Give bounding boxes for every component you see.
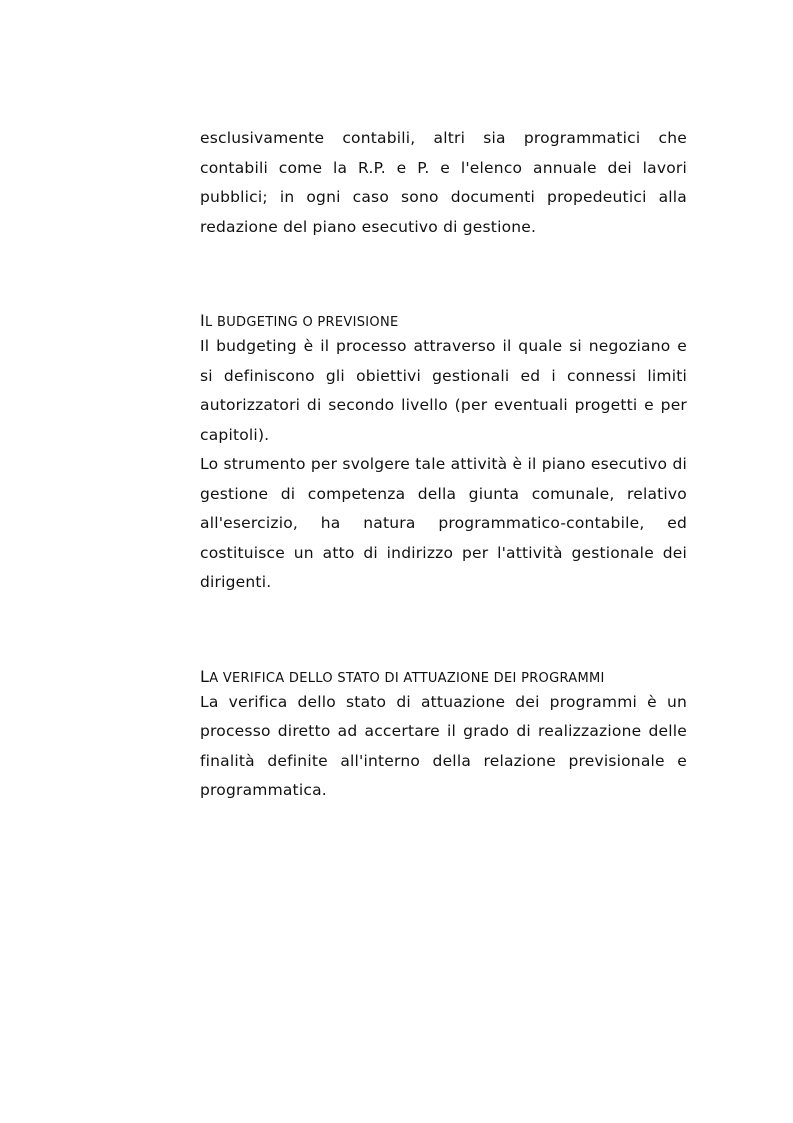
verifica-heading xyxy=(200,668,687,688)
budgeting-heading-rest: L BUDGETING O PREVISIONE xyxy=(205,315,399,330)
intro-paragraph: esclusivamente contabili, altri sia programmatici che contabili come la R.P. e P. e l'elenco annuale dei lavori pubblici; in ogni caso sono documenti propedeutici alla redazione del piano esecutivo di gestione. xyxy=(200,129,687,236)
verifica-heading-rest: A VERIFICA DELLO STATO DI ATTUAZIONE DEI PROGRAMMI xyxy=(209,670,605,686)
budgeting-paragraph-1: Il budgeting è il processo attraverso il quale si negoziano e si definiscono gli obiettivi gestionali ed i connessi limiti autorizzatori di secondo livello (per eventuali progetti e per capitoli). xyxy=(200,337,687,444)
budgeting-heading xyxy=(200,312,687,332)
budgeting-heading-initial: I xyxy=(200,311,206,330)
verifica-heading-initial: L xyxy=(200,666,210,686)
verifica-paragraph: La verifica dello stato di attuazione dei programmi è un processo diretto ad accertare il grado di realizzazione delle finalità definite all'interno della relazione previsionale e programmatica. xyxy=(200,692,687,799)
budgeting-paragraph-2: Lo strumento per svolgere tale attività è il piano esecutivo di gestione di competenza della giunta comunale, relativo all'esercizio, ha natura programmatico-contabile, ed costituisce un atto di indirizzo per l'attività gestionale dei dirigenti. xyxy=(200,455,687,591)
document-page xyxy=(200,124,687,806)
